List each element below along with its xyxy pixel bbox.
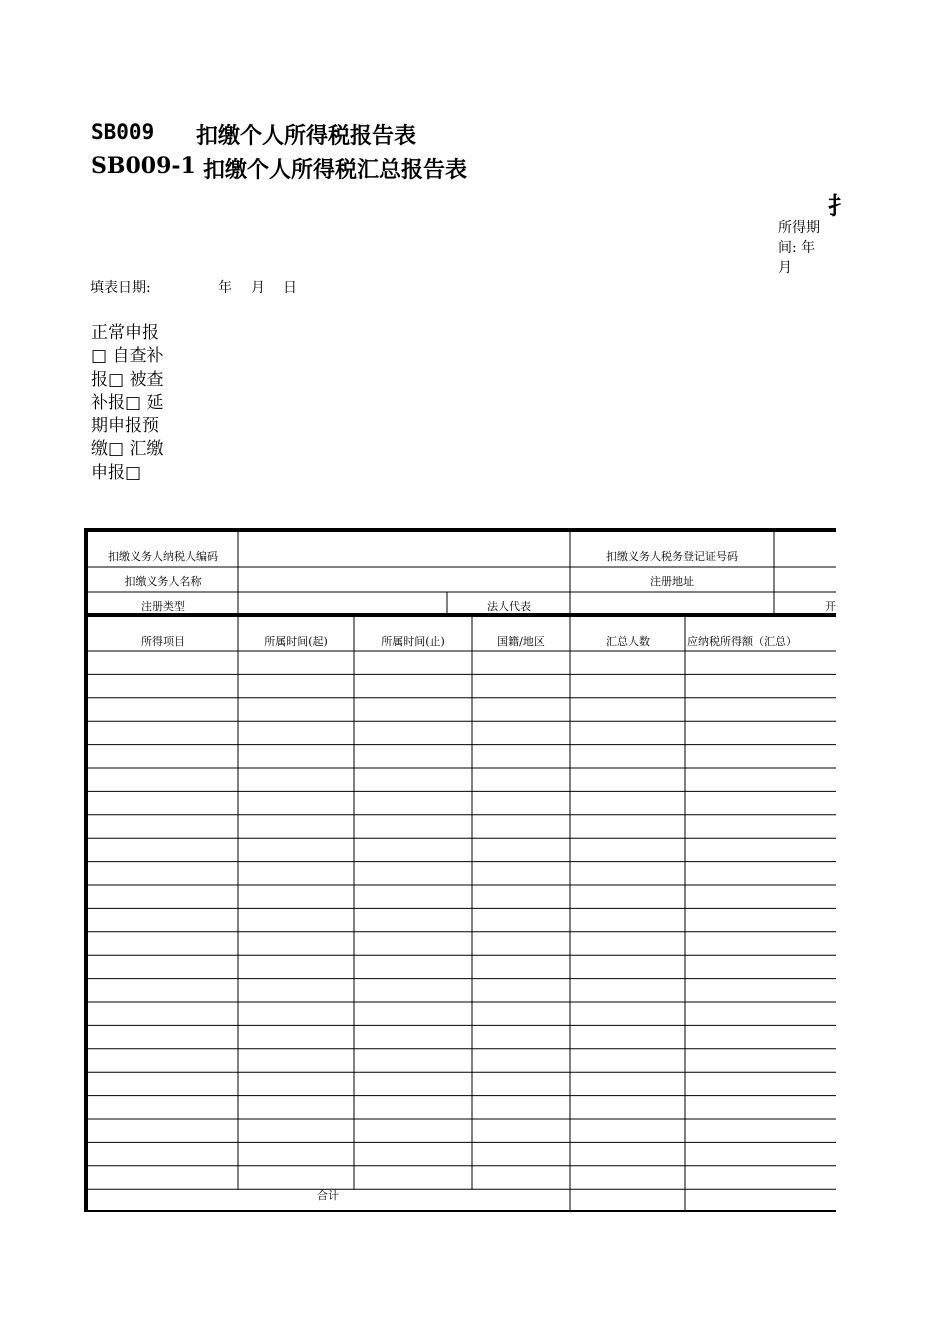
header-taxable-income-total: 应纳税所得额（汇总）: [687, 635, 797, 648]
header-income-item: 所得项目: [141, 635, 185, 648]
form-code-sb009: SB009: [91, 120, 155, 144]
form-title-summary: 扣缴个人所得税汇总报告表: [203, 157, 468, 183]
form-code-sb009-1: SB009-1: [91, 153, 196, 179]
label-taxpayer-code: 扣缴义务人纳税人编码: [108, 550, 218, 563]
total-row-label: 合计: [317, 1189, 339, 1202]
fill-date-label: 填表日期:: [90, 280, 151, 296]
grid-lines: [84, 530, 836, 1211]
income-period-label: 所得期间: 年 月: [778, 220, 820, 276]
header-period-start: 所属时间(起): [264, 635, 328, 648]
label-legal-representative: 法人代表: [487, 600, 531, 613]
clipped-title-fragment: 扌: [828, 191, 852, 220]
label-registration-type: 注册类型: [141, 600, 185, 613]
header-total-persons: 汇总人数: [606, 635, 650, 648]
label-tax-registration-no: 扣缴义务人税务登记证号码: [606, 550, 738, 563]
label-withholder-name: 扣缴义务人名称: [124, 575, 202, 588]
label-clipped-fragment: 开: [825, 600, 836, 613]
declaration-type-options[interactable]: 正常申报□ 自查补报□ 被查补报□ 延期申报预缴□ 汇缴申报□: [91, 323, 164, 483]
fill-date-day: 日: [283, 280, 297, 296]
header-nationality-region: 国籍/地区: [497, 635, 545, 648]
report-form: [84, 527, 836, 1227]
report-form-grid: [84, 527, 836, 1227]
form-title-main: 扣缴个人所得税报告表: [196, 124, 417, 149]
fill-date-month: 月: [251, 280, 265, 296]
fill-date-year: 年: [218, 280, 232, 296]
label-registered-address: 注册地址: [650, 575, 694, 588]
header-period-end: 所属时间(止): [381, 635, 445, 648]
